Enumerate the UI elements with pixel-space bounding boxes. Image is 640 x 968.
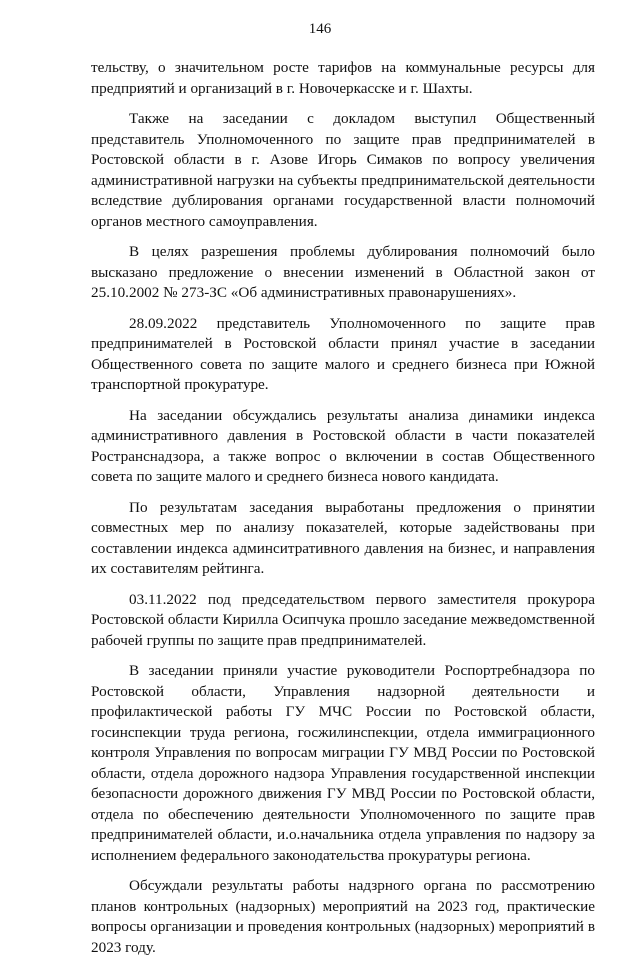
page-number: 146 xyxy=(308,21,332,37)
paragraph: Также на заседании с докладом выступил Общественный представитель Уполномоченного по защите прав предпринимателей в Ростовской области в г. Азове Игорь Симаков по вопросу увеличения административной нагрузки на субъекты предпринимательской деятельности вследствие дублирования органами государственной власти полномочий органов местного самоуправления. xyxy=(91,110,595,230)
paragraph: По результатам заседания выработаны предложения о принятии совместных мер по анализу показателей, которые задействованы при составлении индекса админситративного давления на бизнес, и направления их составителям рейтинга. xyxy=(91,498,595,577)
paragraph: 28.09.2022 представитель Уполномоченного по защите прав предпринимателей в Ростовской области принял участие в заседании Общественного совета по защите малого и среднего бизнеса при Южной транспортной прокуратуре. xyxy=(91,314,595,393)
paragraph: В целях разрешения проблемы дублирования полномочий было высказано предложение о внесении изменений в Областной закон от 25.10.2002 № 273-ЗС «Об административных правонарушениях». xyxy=(91,243,595,301)
paragraph: На заседании обсуждались результаты анализа динамики индекса административного давления в Ростовской области в части показателей Ространснадзора, а также вопрос о включении в состав Общественного совета по защите малого и среднего бизнеса нового кандидата. xyxy=(91,406,595,485)
paragraph: В заседании приняли участие руководители Роспортребнадзора по Ростовской области, Управления надзорной деятельности и профилактической работы ГУ МЧС России по Ростовской области, госинспекции труда региона, госжилинспекции, отдела иммиграционного контроля Управления по вопросам миграции ГУ МВД России по Ростовской области, отдела дорожного надзора Управления государственной инспекции безопасности дорожного движения ГУ МВД России по Ростовской области, отдела по обеспечению деятельности Уполномоченного по защите прав предпринимателей области, и.о.начальника отдела управления по надзору за исполнением федерального законодательства прокуратуры региона. xyxy=(91,662,595,864)
paragraph: Обсуждали результаты работы надзрного органа по рассмотрению планов контрольных (надзорных) мероприятий на 2023 год, практические вопросы организации и проведения контрольных (надзорных) мероприятий в 2023 году. xyxy=(91,877,595,956)
paragraph: тельству, о значительном росте тарифов на коммунальные ресурсы для предприятий и организаций в г. Новочеркасске и г. Шахты. xyxy=(91,59,595,97)
paragraph: 03.11.2022 под председательством первого заместителя прокурора Ростовской области Кирилла Осипчука прошло заседание межведомственной рабочей группы по защите прав предпринимателей. xyxy=(91,590,595,649)
document-body xyxy=(91,58,595,968)
